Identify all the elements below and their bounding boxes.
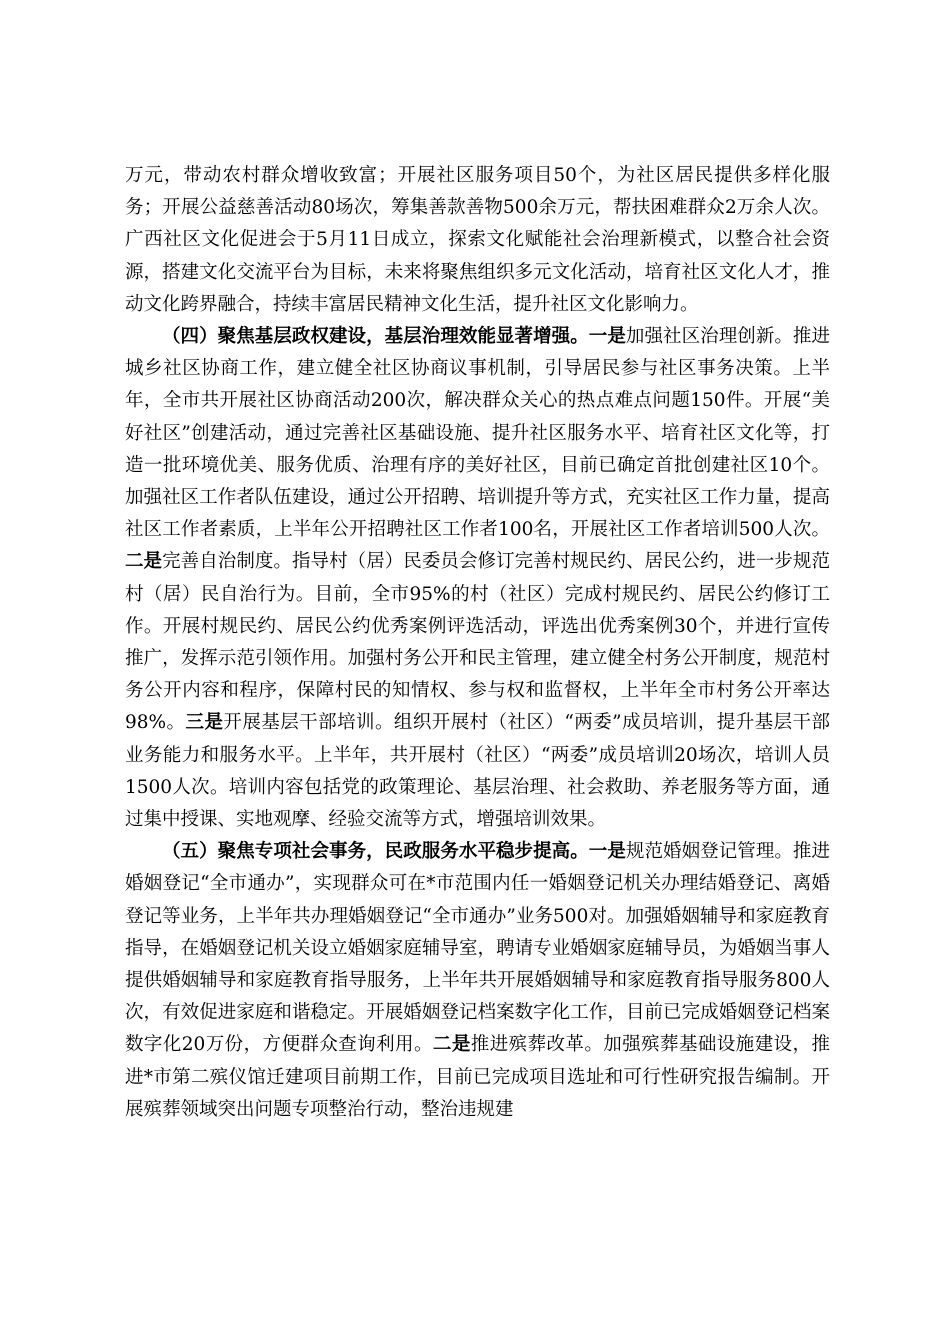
bold-text: 一是	[588, 841, 626, 863]
paragraph	[125, 836, 830, 1126]
bold-text: 一是	[588, 326, 626, 348]
bold-text: 二是	[432, 1034, 471, 1056]
bold-text: 三是	[185, 712, 224, 734]
bold-text: （五）聚焦专项社会事务，民政服务水平稳步提高。	[162, 841, 589, 863]
bold-text: （四）聚焦基层政权建设，基层治理效能显著增强。	[162, 326, 589, 348]
paragraph	[125, 321, 830, 836]
body-text: 规范婚姻登记管理。推进婚姻登记“全市通办”，实现群众可在*市范围内任一婚姻登记机关办理结婚登记、离婚登记等业务，上半年共办理婚姻登记“全市通办”业务500对。加强婚姻辅导和家庭教育指导，在婚姻登记机关设立婚姻家庭辅导室，聘请专业婚姻家庭辅导员，为婚姻当事人提供婚姻辅导和家庭教育指导服务，上半年共开展婚姻辅导和家庭教育指导服务800人次，有效促进家庭和谐稳定。开展婚姻登记档案数字化工作，目前已完成婚姻登记档案数字化20万份，方便群众查询利用。	[125, 841, 830, 1056]
paragraph	[125, 160, 830, 321]
body-text: 推进殡葬改革。加强殡葬基础设施建设，推进*市第二殡仪馆迁建项目前期工作，目前已完成项目选址和可行性研究报告编制。开展殡葬领域突出问题专项整治行动，整治违规建	[125, 1034, 830, 1120]
body-text: 加强社区治理创新。推进城乡社区协商工作，建立健全社区协商议事机制，引导居民参与社区事务决策。上半年，全市共开展社区协商活动200次，解决群众关心的热点难点问题150件。开展“美好社区”创建活动，通过完善社区基础设施、提升社区服务水平、培育社区文化等，打造一批环境优美、服务优质、治理有序的美好社区，目前已确定首批创建社区10个。加强社区工作者队伍建设，通过公开招聘、培训提升等方式，充实社区工作力量，提高社区工作者素质，上半年公开招聘社区工作者100名，开展社区工作者培训500人次。	[125, 326, 830, 541]
body-text: 开展基层干部培训。组织开展村（社区）“两委”成员培训，提升基层干部业务能力和服务水平。上半年，共开展村（社区）“两委”成员培训20场次，培训人员1500人次。培训内容包括党的政策理论、基层治理、社会救助、养老服务等方面，通过集中授课、实地观摩、经验交流等方式，增强培训效果。	[125, 712, 830, 831]
body-text: 万元，带动农村群众增收致富；开展社区服务项目50个，为社区居民提供多样化服务；开展公益慈善活动80场次，筹集善款善物500余万元，帮扶困难群众2万余人次。广西社区文化促进会于5月11日成立，探索文化赋能社会治理新模式，以整合社会资源，搭建文化交流平台为目标，未来将聚焦组织多元文化活动，培育社区文化人才，推动文化跨界融合，持续丰富居民精神文化生活，提升社区文化影响力。	[125, 165, 830, 315]
bold-text: 二是	[125, 551, 163, 573]
document-page	[125, 160, 830, 1126]
body-text: 完善自治制度。指导村（居）民委员会修订完善村规民约、居民公约，进一步规范村（居）民自治行为。目前，全市95%的村（社区）完成村规民约、居民公约修订工作。开展村规民约、居民公约优秀案例评选活动，评选出优秀案例30个，并进行宣传推广，发挥示范引领作用。加强村务公开和民主管理，建立健全村务公开制度，规范村务公开内容和程序，保障村民的知情权、参与权和监督权，上半年全市村务公开率达98%。	[125, 551, 830, 734]
